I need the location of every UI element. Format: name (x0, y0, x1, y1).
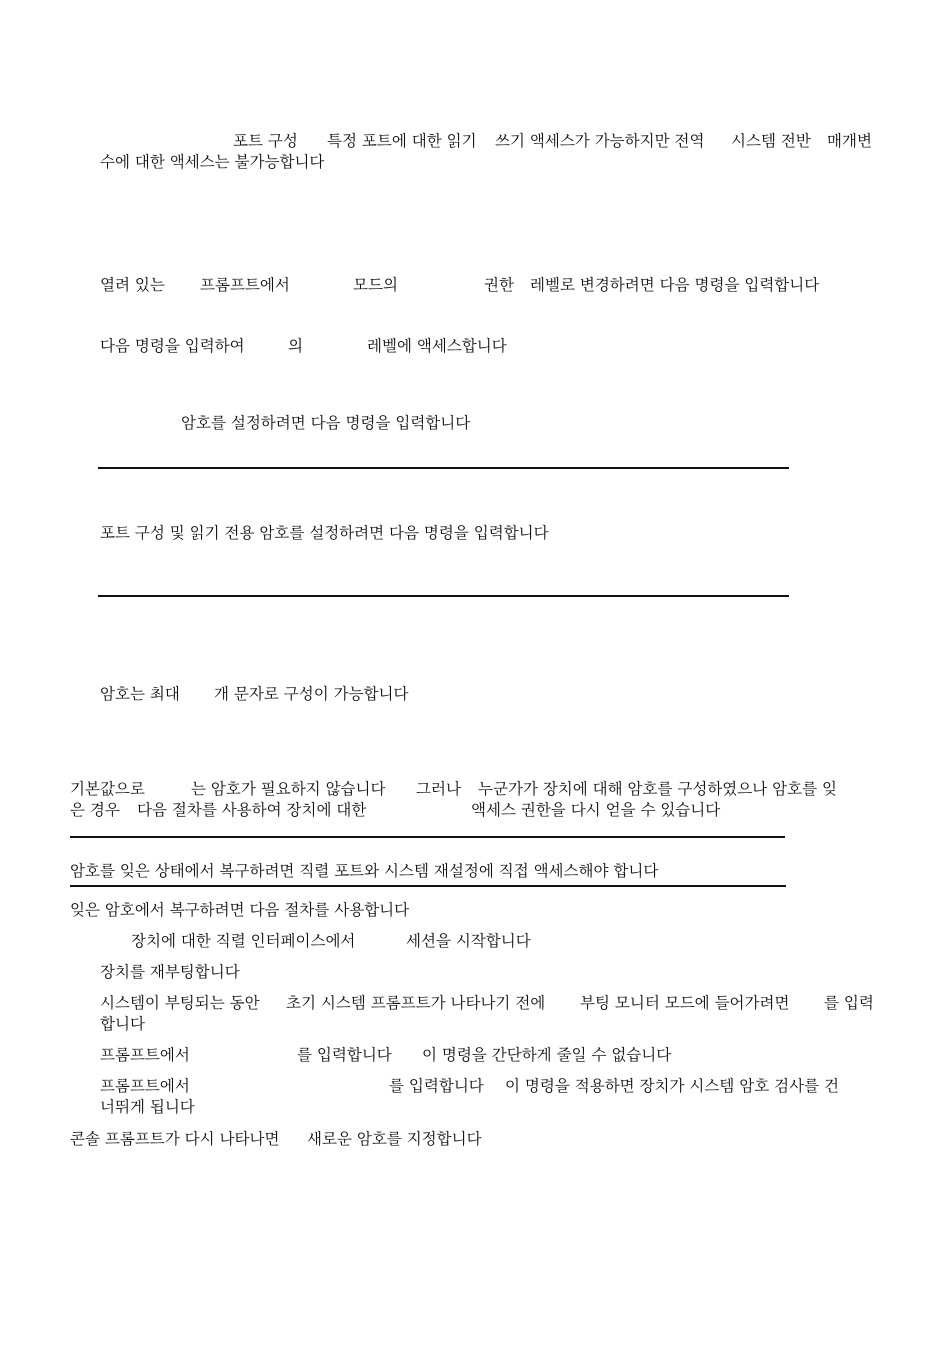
procedure-outro: 콘솔 프롬프트가 다시 나타나면 (70, 1130, 280, 1148)
step-3-text: 합니다 (100, 1015, 145, 1033)
step-3-text: 시스템이 부팅되는 동안 (100, 994, 260, 1012)
text-fragment: 프롬프트에서 (200, 276, 290, 294)
text-fragment: 특정 포트에 대한 읽기 (327, 132, 477, 150)
text-fragment: 시스템 전반 (731, 132, 811, 150)
text-line: 수에 대한 액세스는 불가능합니다 (100, 153, 325, 171)
text-fragment: 권한 (484, 276, 514, 294)
procedure-outro: 새로운 암호를 지정합니다 (307, 1130, 482, 1148)
step-4-text: 를 입력합니다 (297, 1046, 392, 1064)
port-config-term: 포트 구성 (233, 132, 298, 150)
step-3-text: 를 입력 (824, 994, 874, 1012)
step-3-text: 초기 시스템 프롬프트가 나타나기 전에 (286, 994, 546, 1012)
text-fragment: 모드의 (353, 276, 398, 294)
text-fragment: 레벨로 변경하려면 다음 명령을 입력합니다 (530, 276, 820, 294)
text-fragment: 열려 있는 (100, 276, 165, 294)
text-fragment: 개 문자로 구성이 가능합니다 (214, 685, 409, 703)
step-5-text: 너뛰게 됩니다 (100, 1098, 195, 1116)
text-line: 포트 구성 및 읽기 전용 암호를 설정하려면 다음 명령을 입력합니다 (100, 524, 549, 542)
text-fragment: 누군가가 장치에 대해 암호를 구성하였으나 암호를 잊 (478, 780, 837, 798)
text-fragment: 의 (288, 337, 303, 355)
step-4-text: 이 명령을 간단하게 줄일 수 없습니다 (422, 1046, 672, 1064)
text-fragment: 레벨에 액세스합니다 (367, 337, 507, 355)
text-fragment: 다음 명령을 입력하여 (100, 337, 245, 355)
step-2-text: 장치를 재부팅합니다 (100, 963, 240, 981)
step-5-text: 프롬프트에서 (100, 1077, 190, 1095)
text-fragment: 기본값으로 (70, 780, 145, 798)
warning-note: 암호를 잊은 상태에서 복구하려면 직렬 포트와 시스템 재설정에 직접 액세스해야 합니다 (70, 862, 659, 880)
text-fragment: 매개변 (827, 132, 872, 150)
note-rule-bottom (70, 885, 786, 887)
step-5-text: 를 입력합니다 (389, 1077, 484, 1095)
command-rule (98, 595, 789, 597)
text-fragment: 그러나 (416, 780, 461, 798)
step-5-text: 이 명령을 적용하면 장치가 시스템 암호 검사를 건 (505, 1077, 839, 1095)
text-fragment: 다음 절차를 사용하여 장치에 대한 (137, 801, 367, 819)
step-1-text: 세션을 시작합니다 (406, 932, 531, 950)
text-fragment: 암호는 최대 (100, 685, 180, 703)
text-fragment: 은 경우 (70, 801, 120, 819)
procedure-intro: 잊은 암호에서 복구하려면 다음 절차를 사용합니다 (70, 901, 410, 919)
text-line: 암호를 설정하려면 다음 명령을 입력합니다 (181, 414, 471, 432)
text-fragment: 액세스 권한을 다시 얻을 수 있습니다 (471, 801, 721, 819)
step-3-text: 부팅 모니터 모드에 들어가려면 (580, 994, 790, 1012)
text-fragment: 쓰기 액세스가 가능하지만 전역 (495, 132, 705, 150)
note-rule-top (70, 836, 785, 838)
step-1-text: 장치에 대한 직렬 인터페이스에서 (131, 932, 356, 950)
text-fragment: 는 암호가 필요하지 않습니다 (191, 780, 386, 798)
step-4-text: 프롬프트에서 (100, 1046, 190, 1064)
command-rule (98, 467, 789, 469)
